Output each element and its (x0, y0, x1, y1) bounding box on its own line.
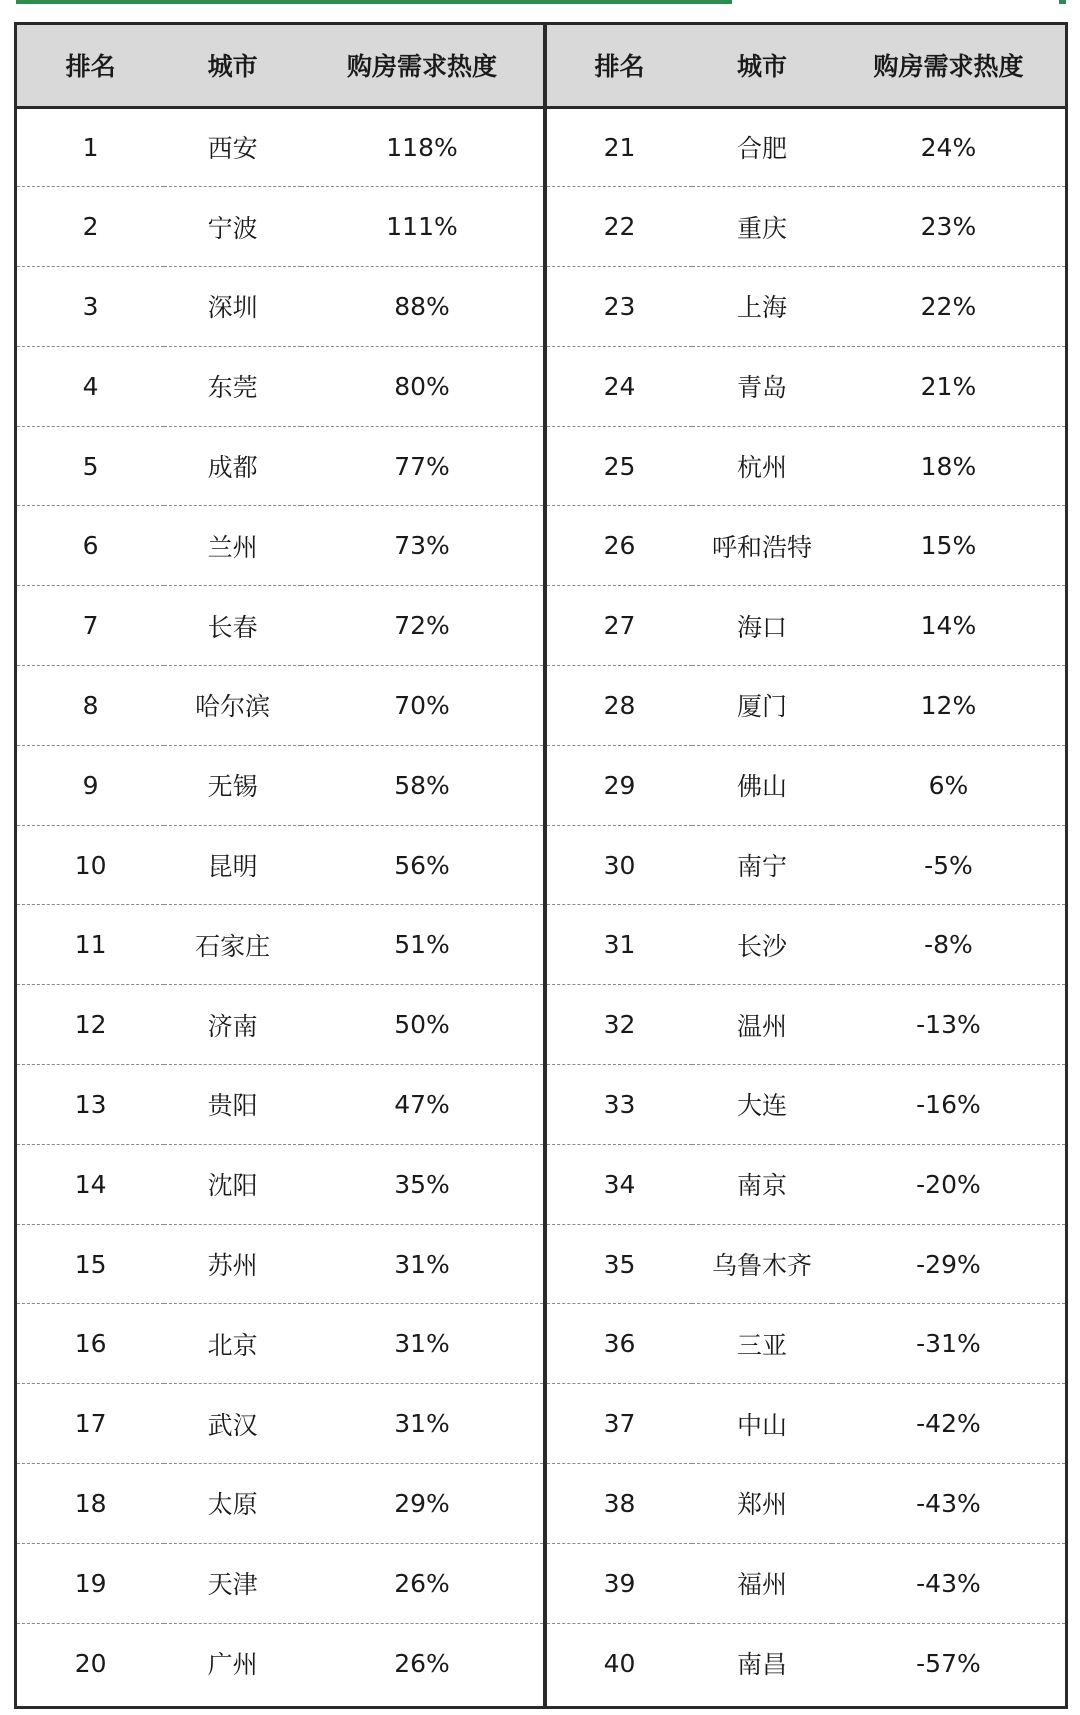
heat-cell: 111% (301, 187, 543, 267)
city-cell: 青岛 (692, 346, 832, 426)
rank-cell: 33 (547, 1065, 692, 1145)
heat-cell: -29% (832, 1224, 1065, 1304)
city-cell: 兰州 (164, 506, 301, 586)
heat-cell: 88% (301, 267, 543, 347)
city-cell: 深圳 (164, 267, 301, 347)
rank-cell: 23 (547, 267, 692, 347)
header-rank: 排名 (17, 25, 164, 107)
heat-cell: 58% (301, 745, 543, 825)
ranking-table-right (544, 22, 1068, 1709)
rank-cell: 12 (17, 985, 164, 1065)
table-row (547, 1384, 1065, 1464)
header-city: 城市 (692, 25, 832, 107)
table-row (547, 825, 1065, 905)
city-cell: 哈尔滨 (164, 666, 301, 746)
rank-cell: 9 (17, 745, 164, 825)
city-cell: 大连 (692, 1065, 832, 1145)
city-cell: 中山 (692, 1384, 832, 1464)
heat-cell: 47% (301, 1065, 543, 1145)
table-row (547, 1623, 1065, 1703)
table-row (547, 426, 1065, 506)
city-cell: 呼和浩特 (692, 506, 832, 586)
table-row (17, 825, 543, 905)
rank-cell: 10 (17, 825, 164, 905)
header-row (17, 25, 543, 107)
heat-cell: 80% (301, 346, 543, 426)
rank-cell: 5 (17, 426, 164, 506)
heat-cell: 35% (301, 1144, 543, 1224)
heat-cell: 14% (832, 586, 1065, 666)
city-cell: 郑州 (692, 1464, 832, 1544)
rank-cell: 19 (17, 1543, 164, 1623)
city-cell: 长沙 (692, 905, 832, 985)
rank-cell: 30 (547, 825, 692, 905)
header-city: 城市 (164, 25, 301, 107)
city-cell: 天津 (164, 1543, 301, 1623)
table-row (17, 1065, 543, 1145)
city-cell: 福州 (692, 1543, 832, 1623)
table-row (547, 745, 1065, 825)
heat-cell: 12% (832, 666, 1065, 746)
heat-cell: 118% (301, 107, 543, 187)
table-row (547, 187, 1065, 267)
table-row (17, 985, 543, 1065)
heat-cell: 56% (301, 825, 543, 905)
table-row (547, 586, 1065, 666)
ranking-table-right-grid (547, 25, 1065, 1703)
city-cell: 武汉 (164, 1384, 301, 1464)
heat-cell: 21% (832, 346, 1065, 426)
rank-cell: 36 (547, 1304, 692, 1384)
rank-cell: 31 (547, 905, 692, 985)
city-cell: 济南 (164, 985, 301, 1065)
city-cell: 成都 (164, 426, 301, 506)
heat-cell: 72% (301, 586, 543, 666)
header-rank: 排名 (547, 25, 692, 107)
heat-cell: -5% (832, 825, 1065, 905)
table-row (547, 267, 1065, 347)
rank-cell: 21 (547, 107, 692, 187)
heat-cell: 26% (301, 1543, 543, 1623)
table-row (547, 905, 1065, 985)
table-row (547, 346, 1065, 426)
table-header-left (17, 25, 543, 107)
city-cell: 合肥 (692, 107, 832, 187)
rank-cell: 24 (547, 346, 692, 426)
city-cell: 南昌 (736, 1650, 787, 1680)
table-row (547, 1464, 1065, 1544)
city-cell: 佛山 (692, 745, 832, 825)
heat-cell: 31% (301, 1304, 543, 1384)
city-cell: 长春 (164, 586, 301, 666)
heat-cell: -43% (832, 1464, 1065, 1544)
ranking-table-left (14, 22, 546, 1709)
rank-cell: 34 (547, 1144, 692, 1224)
table-row (17, 586, 543, 666)
city-cell: 三亚 (692, 1304, 832, 1384)
city-cell: 南京 (692, 1144, 832, 1224)
heat-cell: 26% (394, 1648, 450, 1678)
rank-cell: 7 (17, 586, 164, 666)
heat-cell: 23% (832, 187, 1065, 267)
table-row (17, 267, 543, 347)
city-cell: 太原 (164, 1464, 301, 1544)
table-header-right (547, 25, 1065, 107)
city-cell: 上海 (692, 267, 832, 347)
heat-cell: 22% (832, 267, 1065, 347)
heat-cell: 18% (832, 426, 1065, 506)
city-cell: 广州 (207, 1650, 258, 1680)
rank-cell: 11 (17, 905, 164, 985)
city-cell: 乌鲁木齐 (692, 1224, 832, 1304)
city-cell: 苏州 (164, 1224, 301, 1304)
heat-cell: -42% (832, 1384, 1065, 1464)
table-row (17, 1304, 543, 1384)
table-row (17, 107, 543, 187)
heat-cell: -13% (832, 985, 1065, 1065)
table-row (17, 1384, 543, 1464)
ranking-table-left-grid (17, 25, 543, 1703)
table-row (17, 1543, 543, 1623)
heat-cell: 51% (301, 905, 543, 985)
table-row (17, 905, 543, 985)
heat-cell: -43% (832, 1543, 1065, 1623)
table-row (547, 107, 1065, 187)
table-row (547, 1304, 1065, 1384)
rank-cell: 26 (547, 506, 692, 586)
header-heat: 购房需求热度 (301, 25, 543, 107)
heat-cell: 31% (301, 1224, 543, 1304)
rank-cell: 17 (17, 1384, 164, 1464)
city-cell: 宁波 (164, 187, 301, 267)
top-right-accent-mark (1059, 0, 1066, 4)
rank-cell: 27 (547, 586, 692, 666)
heat-cell: 6% (832, 745, 1065, 825)
city-cell: 南宁 (692, 825, 832, 905)
heat-cell: 31% (301, 1384, 543, 1464)
table-row (17, 346, 543, 426)
heat-cell: 15% (832, 506, 1065, 586)
rank-cell: 8 (17, 666, 164, 746)
table-row (547, 1224, 1065, 1304)
table-row (17, 666, 543, 746)
rank-cell: 16 (17, 1304, 164, 1384)
top-accent-bar (16, 0, 732, 4)
table-row (17, 426, 543, 506)
rank-cell: 25 (547, 426, 692, 506)
rank-cell: 39 (547, 1543, 692, 1623)
city-cell: 沈阳 (164, 1144, 301, 1224)
table-row (547, 1144, 1065, 1224)
heat-cell: -20% (832, 1144, 1065, 1224)
city-cell: 北京 (164, 1304, 301, 1384)
table-row (17, 506, 543, 586)
header-heat: 购房需求热度 (832, 25, 1065, 107)
city-cell: 温州 (692, 985, 832, 1065)
rank-cell: 18 (17, 1464, 164, 1544)
heat-cell: 50% (301, 985, 543, 1065)
heat-cell: -31% (832, 1304, 1065, 1384)
city-cell: 贵阳 (164, 1065, 301, 1145)
table-row (17, 1224, 543, 1304)
city-cell: 西安 (164, 107, 301, 187)
rank-cell: 14 (17, 1144, 164, 1224)
table-body-left (17, 107, 543, 1703)
rank-cell: 37 (547, 1384, 692, 1464)
rank-cell: 40 (603, 1648, 636, 1678)
rank-cell: 13 (17, 1065, 164, 1145)
table-row (17, 1144, 543, 1224)
table-body-right (547, 107, 1065, 1703)
heat-cell: 73% (301, 506, 543, 586)
heat-cell: 77% (301, 426, 543, 506)
header-row (547, 25, 1065, 107)
rank-cell: 15 (17, 1224, 164, 1304)
city-cell: 杭州 (692, 426, 832, 506)
rank-cell: 3 (17, 267, 164, 347)
table-row (17, 187, 543, 267)
city-cell: 昆明 (164, 825, 301, 905)
city-cell: 东莞 (164, 346, 301, 426)
table-row (17, 745, 543, 825)
rank-cell: 22 (547, 187, 692, 267)
heat-cell: 29% (301, 1464, 543, 1544)
city-cell: 石家庄 (164, 905, 301, 985)
rank-cell: 38 (547, 1464, 692, 1544)
table-row (17, 1623, 543, 1703)
table-row (547, 985, 1065, 1065)
table-row (547, 1543, 1065, 1623)
city-cell: 重庆 (692, 187, 832, 267)
rank-cell: 2 (17, 187, 164, 267)
heat-cell: -16% (832, 1065, 1065, 1145)
table-row (547, 506, 1065, 586)
rank-cell: 1 (17, 107, 164, 187)
table-row (547, 1065, 1065, 1145)
rank-cell: 4 (17, 346, 164, 426)
heat-cell: -8% (832, 905, 1065, 985)
rank-cell: 29 (547, 745, 692, 825)
city-cell: 海口 (692, 586, 832, 666)
rank-cell: 28 (547, 666, 692, 746)
rank-cell: 32 (547, 985, 692, 1065)
table-row (547, 666, 1065, 746)
heat-cell: 24% (832, 107, 1065, 187)
heat-cell: 70% (301, 666, 543, 746)
rank-cell: 35 (547, 1224, 692, 1304)
rank-cell: 6 (17, 506, 164, 586)
city-cell: 无锡 (164, 745, 301, 825)
table-row (17, 1464, 543, 1544)
rank-cell: 20 (74, 1648, 107, 1678)
heat-cell: -57% (916, 1648, 981, 1678)
city-cell: 厦门 (692, 666, 832, 746)
